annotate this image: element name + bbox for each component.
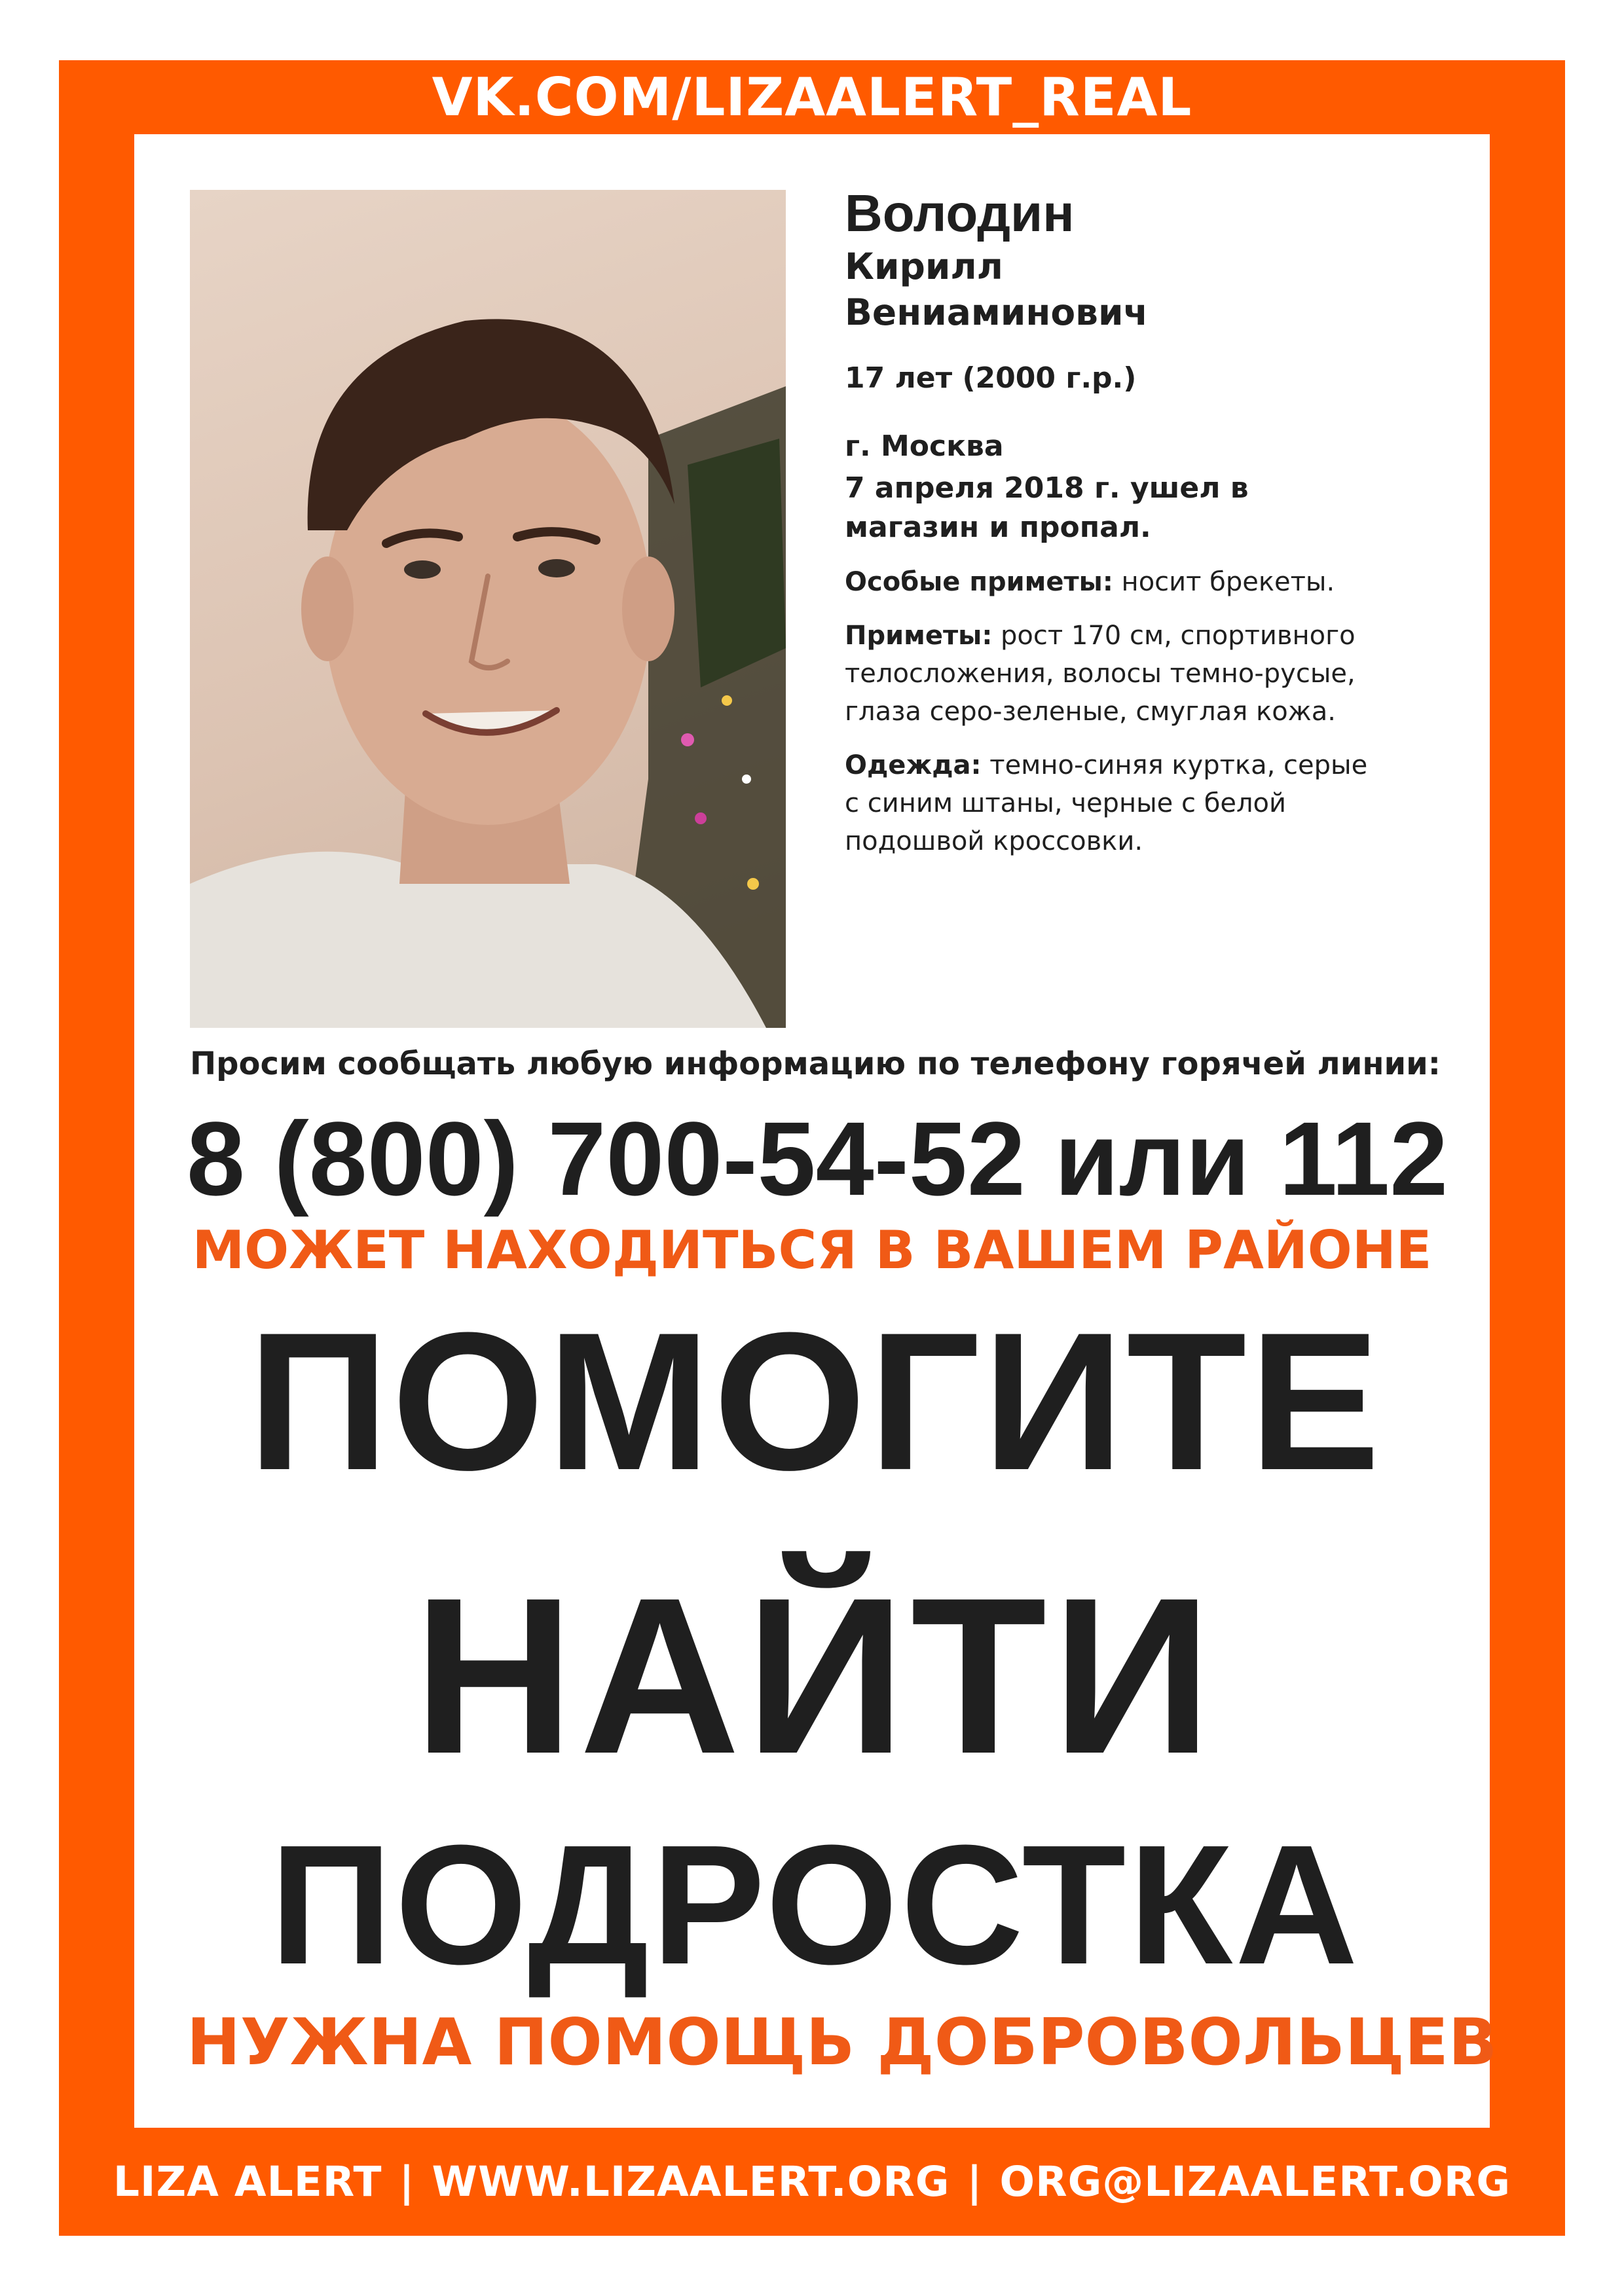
portrait-illustration: [190, 190, 786, 1028]
disappearance-event: [845, 469, 1473, 547]
event-line: 7 апреля 2018 г. ушел в: [845, 471, 1249, 505]
surname: Володин: [845, 184, 1075, 242]
city: г. Москва: [845, 429, 1004, 463]
headline-teenager: ПОДРОСТКА: [270, 1810, 1361, 2000]
clothing-line: подошвой кроссовки.: [845, 826, 1143, 856]
maybe-nearby-notice: МОЖЕТ НАХОДИТЬСЯ В ВАШЕМ РАЙОНЕ: [192, 1220, 1432, 1281]
footer-separator: |: [399, 2158, 415, 2206]
footer-site-link[interactable]: WWW.LIZAALERT.ORG: [432, 2158, 950, 2206]
missing-person-photo: [190, 190, 786, 1028]
clothing-line: с синим штаны, черные с белой: [845, 788, 1287, 818]
clothing-line: темно-синяя куртка, серые: [981, 750, 1368, 780]
event-line: магазин и пропал.: [845, 511, 1151, 544]
footer-org: LIZA ALERT: [113, 2158, 382, 2206]
footer-separator: |: [967, 2158, 983, 2206]
special-signs-value: носит брекеты.: [1113, 567, 1335, 597]
first-name: Кирилл: [845, 246, 1003, 287]
hotline-request: Просим сообщать любую информацию по телефону горячей линии:: [190, 1046, 1441, 1082]
headline-find: НАЙТИ: [413, 1552, 1217, 1800]
signs-line: глаза серо-зеленые, смуглая кожа.: [845, 697, 1336, 727]
volunteers-needed: НУЖНА ПОМОЩЬ ДОБРОВОЛЬЦЕВ: [187, 2005, 1498, 2080]
footer-email-link[interactable]: ORG@LIZAALERT.ORG: [999, 2158, 1511, 2206]
signs-line: телосложения, волосы темно-русые,: [845, 659, 1356, 689]
header-url-link[interactable]: VK.COM/LIZAALERT_REAL: [432, 67, 1192, 128]
headline-help: ПОМОГИТЕ: [248, 1291, 1383, 1511]
age: 17 лет (2000 г.р.): [845, 361, 1137, 395]
person-info: [845, 183, 1473, 860]
appearance-signs: [845, 617, 1473, 731]
special-signs-label: Особые приметы:: [845, 567, 1113, 597]
special-signs: [845, 563, 1473, 601]
signs-line: рост 170 см, спортивного: [992, 621, 1356, 651]
footer-contacts: [59, 2128, 1565, 2236]
patronymic: Вениаминович: [845, 291, 1149, 333]
clothing: [845, 746, 1473, 860]
clothing-label: Одежда:: [845, 750, 982, 780]
hotline-phone[interactable]: 8 (800) 700-54-52 или 112: [187, 1100, 1449, 1217]
signs-label: Приметы:: [845, 621, 993, 651]
